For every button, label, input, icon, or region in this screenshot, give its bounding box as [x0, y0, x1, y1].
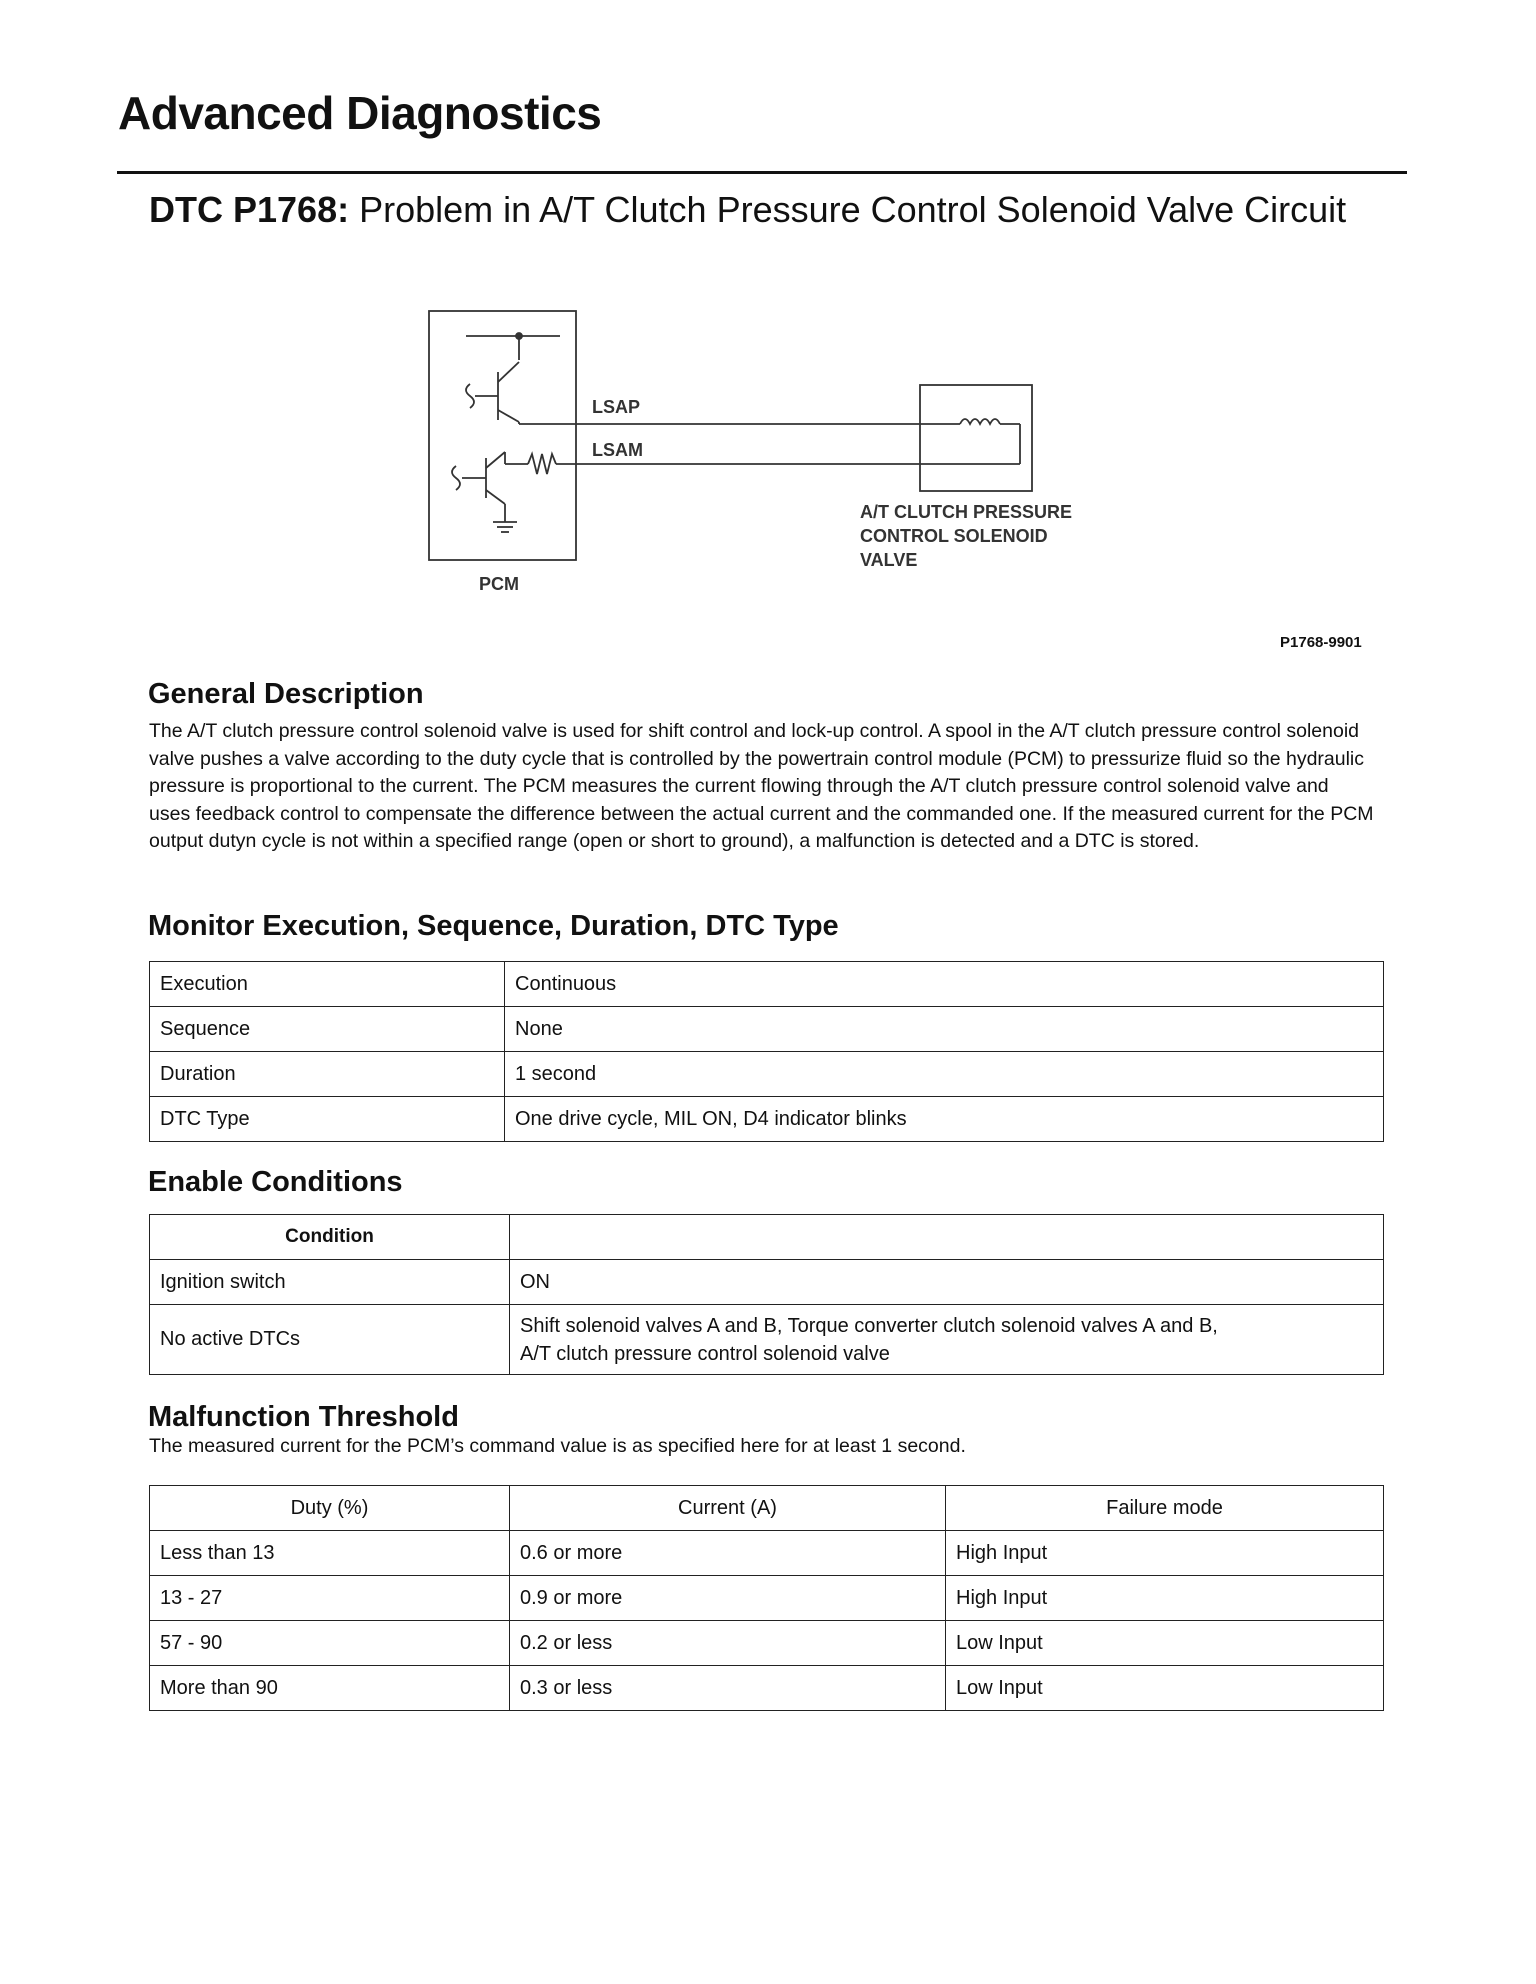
- table-header-cell: Duty (%): [150, 1486, 510, 1531]
- monitor-table: [149, 961, 1384, 1142]
- table-row: [150, 1097, 1384, 1142]
- table-row: [150, 962, 1384, 1007]
- table-row: [150, 1666, 1384, 1711]
- enable-conditions-heading: Enable Conditions: [148, 1166, 403, 1198]
- table-header-row: [150, 1215, 1384, 1260]
- dtc-description: Problem in A/T Clutch Pressure Control Solenoid Valve Circuit: [349, 189, 1347, 230]
- table-cell: Low Input: [946, 1621, 1384, 1666]
- page-title: Advanced Diagnostics: [118, 87, 602, 139]
- table-cell: Sequence: [150, 1007, 505, 1052]
- table-cell: Duration: [150, 1052, 505, 1097]
- solenoid-box: [920, 385, 1032, 491]
- lsap-label: LSAP: [592, 397, 641, 417]
- table-cell: 1 second: [505, 1052, 1384, 1097]
- table-header-cell: Current (A): [510, 1486, 946, 1531]
- table-row: [150, 1007, 1384, 1052]
- table-cell: ON: [510, 1260, 1384, 1305]
- table-header-row: [150, 1486, 1384, 1531]
- monitor-heading: Monitor Execution, Sequence, Duration, DTC Type: [148, 910, 839, 942]
- table-cell: None: [505, 1007, 1384, 1052]
- table-cell: DTC Type: [150, 1097, 505, 1142]
- dtc-code: DTC P1768:: [149, 189, 350, 230]
- threshold-note: The measured current for the PCM’s command value is as specified here for at least 1 second.: [149, 1435, 966, 1457]
- table-cell: Continuous: [505, 962, 1384, 1007]
- valve-label-line1: A/T CLUTCH PRESSURE: [860, 502, 1073, 522]
- malfunction-threshold-heading: Malfunction Threshold: [148, 1401, 459, 1433]
- pcm-label: PCM: [479, 574, 519, 594]
- table-cell: 57 - 90: [150, 1621, 510, 1666]
- general-description-text: The A/T clutch pressure control solenoid valve is used for shift control and lock-up control. A spool in the A/T clutch pressure control solenoid valve pushes a valve according to the duty cycle that is controlled by the powertrain control module (PCM) to pressurize fluid so the hydraulic pressure is proportional to the current. The PCM measures the current flowing through the A/T clutch pressure control solenoid valve and uses feedback control to compensate the difference between the actual current and the commanded one. If the measured current for the PCM output dutyn cycle is not within a specified range (open or short to ground), a malfunction is detected and a DTC is stored.: [149, 720, 1374, 852]
- lsam-label: LSAM: [592, 440, 643, 460]
- table-header-cell: Failure mode: [946, 1486, 1384, 1531]
- table-cell: 0.3 or less: [510, 1666, 946, 1711]
- figure-id: P1768-9901: [1280, 634, 1362, 651]
- table-cell: Ignition switch: [150, 1260, 510, 1305]
- valve-label-line2: CONTROL SOLENOID: [860, 526, 1048, 546]
- table-cell: 0.2 or less: [510, 1621, 946, 1666]
- enable-conditions-table: [149, 1214, 1384, 1375]
- table-row: [150, 1305, 1384, 1375]
- table-cell: High Input: [946, 1576, 1384, 1621]
- table-cell-line: Shift solenoid valves A and B, Torque converter clutch solenoid valves A and B,: [520, 1314, 1218, 1337]
- table-header-cell: Condition: [150, 1215, 510, 1260]
- table-cell: More than 90: [150, 1666, 510, 1711]
- circuit-diagram: [0, 0, 1536, 640]
- table-row: [150, 1260, 1384, 1305]
- table-row: [150, 1621, 1384, 1666]
- valve-label-line3: VALVE: [860, 550, 918, 570]
- table-header-cell: [510, 1215, 1384, 1260]
- table-cell: Execution: [150, 962, 505, 1007]
- general-description-heading: General Description: [148, 678, 424, 710]
- table-cell-line: A/T clutch pressure control solenoid valve: [520, 1342, 890, 1365]
- threshold-table: [149, 1485, 1384, 1711]
- table-cell: One drive cycle, MIL ON, D4 indicator blinks: [505, 1097, 1384, 1142]
- table-cell: 0.6 or more: [510, 1531, 946, 1576]
- table-cell: No active DTCs: [150, 1305, 510, 1375]
- table-cell: Less than 13: [150, 1531, 510, 1576]
- table-row: [150, 1052, 1384, 1097]
- table-cell: 0.9 or more: [510, 1576, 946, 1621]
- table-cell: 13 - 27: [150, 1576, 510, 1621]
- table-row: [150, 1531, 1384, 1576]
- table-row: [150, 1576, 1384, 1621]
- table-cell: High Input: [946, 1531, 1384, 1576]
- table-cell: [510, 1305, 1384, 1375]
- table-cell: Low Input: [946, 1666, 1384, 1711]
